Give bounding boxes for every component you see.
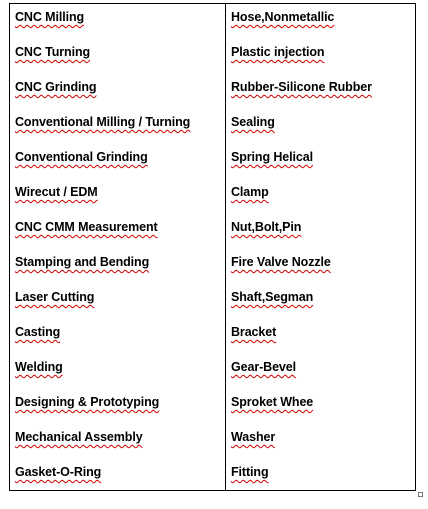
left-column-cell-text: CNC Grinding: [15, 80, 97, 94]
left-column-cell-text: Stamping and Bending: [15, 255, 150, 269]
right-column-cell: [231, 114, 275, 130]
services-table: [9, 3, 416, 491]
left-column-cell-text: Designing & Prototyping: [15, 395, 160, 409]
right-column-cell: [231, 464, 268, 480]
left-column-cell: [15, 394, 159, 410]
left-column-cell: [15, 9, 84, 25]
left-column-cell-text: Conventional Milling / Turning: [15, 115, 191, 129]
right-column-cell: [231, 289, 313, 305]
right-column-cell: [231, 394, 313, 410]
left-column-cell-text: CNC CMM Measurement: [15, 220, 158, 234]
right-column-cell: [231, 149, 313, 165]
right-column-cell-text: Bracket: [231, 325, 277, 339]
left-column-cell: [15, 219, 158, 235]
left-column-cell-text: CNC Milling: [15, 10, 85, 24]
table-resize-handle[interactable]: [418, 492, 423, 497]
right-column-cell-text: Hose,Nonmetallic: [231, 10, 335, 24]
left-column-cell: [15, 184, 98, 200]
right-column-cell-text: Plastic injection: [231, 45, 325, 59]
left-column-cell: [15, 149, 148, 165]
left-column-cell-text: Gasket-O-Ring: [15, 465, 102, 479]
left-column-cell-text: Conventional Grinding: [15, 150, 148, 164]
right-column-cell: [231, 324, 276, 340]
right-column-cell-text: Nut,Bolt,Pin: [231, 220, 302, 234]
right-column-cell-text: Shaft,Segman: [231, 290, 314, 304]
right-column-cell-text: Clamp: [231, 185, 269, 199]
right-column-cell-text: Sealing: [231, 115, 275, 129]
left-column-cell-text: Mechanical Assembly: [15, 430, 143, 444]
right-column-cell-text: Gear-Bevel: [231, 360, 297, 374]
right-column-cell: [231, 44, 324, 60]
left-column-cell: [15, 464, 101, 480]
left-column-cell: [15, 289, 94, 305]
right-column-cell: [231, 79, 372, 95]
left-column-cell: [15, 44, 90, 60]
left-column-cell: [15, 79, 96, 95]
right-column-cell: [231, 184, 269, 200]
left-column-cell: [15, 254, 149, 270]
right-column-cell: [231, 359, 296, 375]
right-column-cell: [231, 9, 334, 25]
left-column-cell: [15, 429, 143, 445]
left-column-cell-text: Casting: [15, 325, 61, 339]
left-column-cell-text: Laser Cutting: [15, 290, 95, 304]
right-column-cell: [231, 219, 301, 235]
right-column-cell-text: Fitting: [231, 465, 269, 479]
left-column-cell: [15, 359, 63, 375]
left-column-cell-text: CNC Turning: [15, 45, 91, 59]
left-column-cell-text: Wirecut / EDM: [15, 185, 98, 199]
right-column-cell: [231, 254, 331, 270]
right-column-cell-text: Washer: [231, 430, 276, 444]
column-divider: [225, 3, 226, 491]
right-column-cell-text: Fire Valve Nozzle: [231, 255, 331, 269]
left-column-cell: [15, 324, 60, 340]
left-column-cell: [15, 114, 190, 130]
left-column-cell-text: Welding: [15, 360, 63, 374]
right-column-cell: [231, 429, 275, 445]
right-column-cell-text: Sproket Whee: [231, 395, 314, 409]
right-column-cell-text: Rubber-Silicone Rubber: [231, 80, 372, 94]
right-column-cell-text: Spring Helical: [231, 150, 313, 164]
